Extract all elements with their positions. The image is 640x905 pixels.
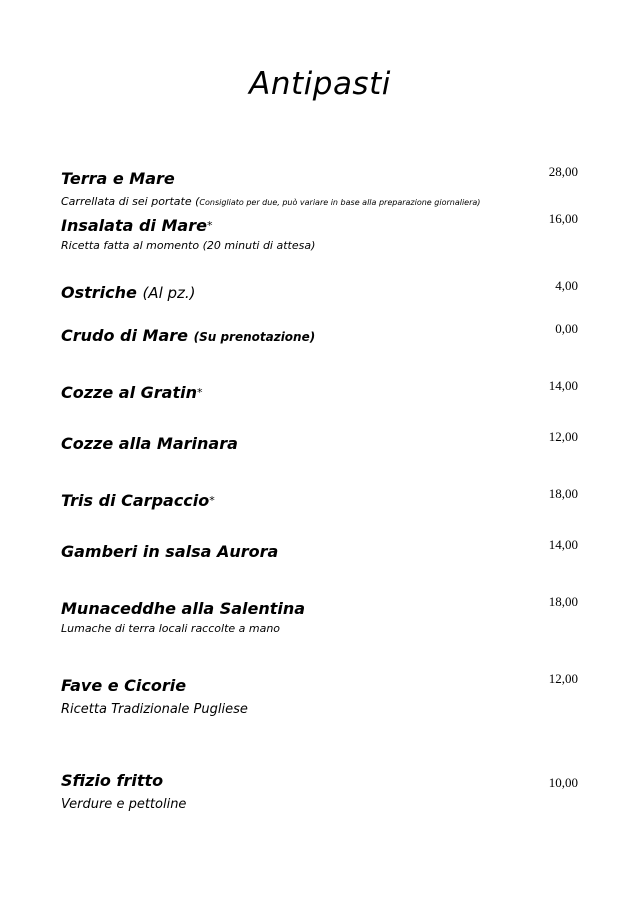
item-qualifier: (Al pz.) xyxy=(142,284,196,302)
item-name: Cozze al Gratin* xyxy=(61,383,203,402)
item-price: 18,00 xyxy=(548,594,578,609)
menu-item xyxy=(61,434,238,453)
menu-item xyxy=(61,491,215,510)
asterisk-mark: * xyxy=(209,494,215,507)
item-name: Ostriche (Al pz.) xyxy=(61,283,196,302)
item-name: Terra e Mare xyxy=(61,169,175,188)
item-description: Carrellata di sei portate (Consigliato per due, può variare in base alla preparazione giornaliera) xyxy=(61,195,481,208)
item-name: Tris di Carpaccio* xyxy=(61,491,215,510)
item-price: 10,00 xyxy=(548,775,578,790)
asterisk-mark: * xyxy=(206,219,213,232)
menu-item xyxy=(61,283,196,302)
item-description: Lumache di terra locali raccolte a mano xyxy=(61,622,281,635)
menu-item xyxy=(61,216,315,252)
item-name: Fave e Cicorie xyxy=(61,676,187,695)
menu-item xyxy=(61,599,305,635)
item-description: Verdure e pettoline xyxy=(61,797,187,812)
item-price: 12,00 xyxy=(548,429,578,444)
item-price: 28,00 xyxy=(548,164,578,179)
item-description: Ricetta fatta al momento (20 minuti di attesa) xyxy=(61,239,316,252)
item-description: Ricetta Tradizionale Pugliese xyxy=(61,702,248,717)
menu-item xyxy=(61,383,202,402)
asterisk-mark: * xyxy=(196,386,203,399)
menu-item xyxy=(61,676,248,717)
item-qualifier: (Su prenotazione) xyxy=(193,330,316,344)
item-price: 4,00 xyxy=(555,278,578,293)
item-name: Insalata di Mare* xyxy=(61,216,213,235)
item-name: Cozze alla Marinara xyxy=(61,434,238,453)
item-name: Munaceddhe alla Salentina xyxy=(61,599,306,618)
item-price: 16,00 xyxy=(548,211,578,226)
page-title: Antipasti xyxy=(249,66,391,102)
item-note: Consigliato per due, può variare in base alla preparazione giornaliera) xyxy=(199,198,481,207)
menu-item xyxy=(61,169,480,208)
menu-item xyxy=(61,542,278,561)
item-price: 12,00 xyxy=(548,671,578,686)
menu-item xyxy=(61,771,186,812)
item-price: 0,00 xyxy=(555,321,578,336)
item-price: 14,00 xyxy=(548,378,578,393)
item-price: 14,00 xyxy=(548,537,578,552)
item-price: 18,00 xyxy=(548,486,578,501)
item-name: Gamberi in salsa Aurora xyxy=(61,542,279,561)
menu-item xyxy=(61,326,315,345)
item-name: Sfizio fritto xyxy=(61,771,164,790)
item-name: Crudo di Mare (Su prenotazione) xyxy=(61,326,316,345)
